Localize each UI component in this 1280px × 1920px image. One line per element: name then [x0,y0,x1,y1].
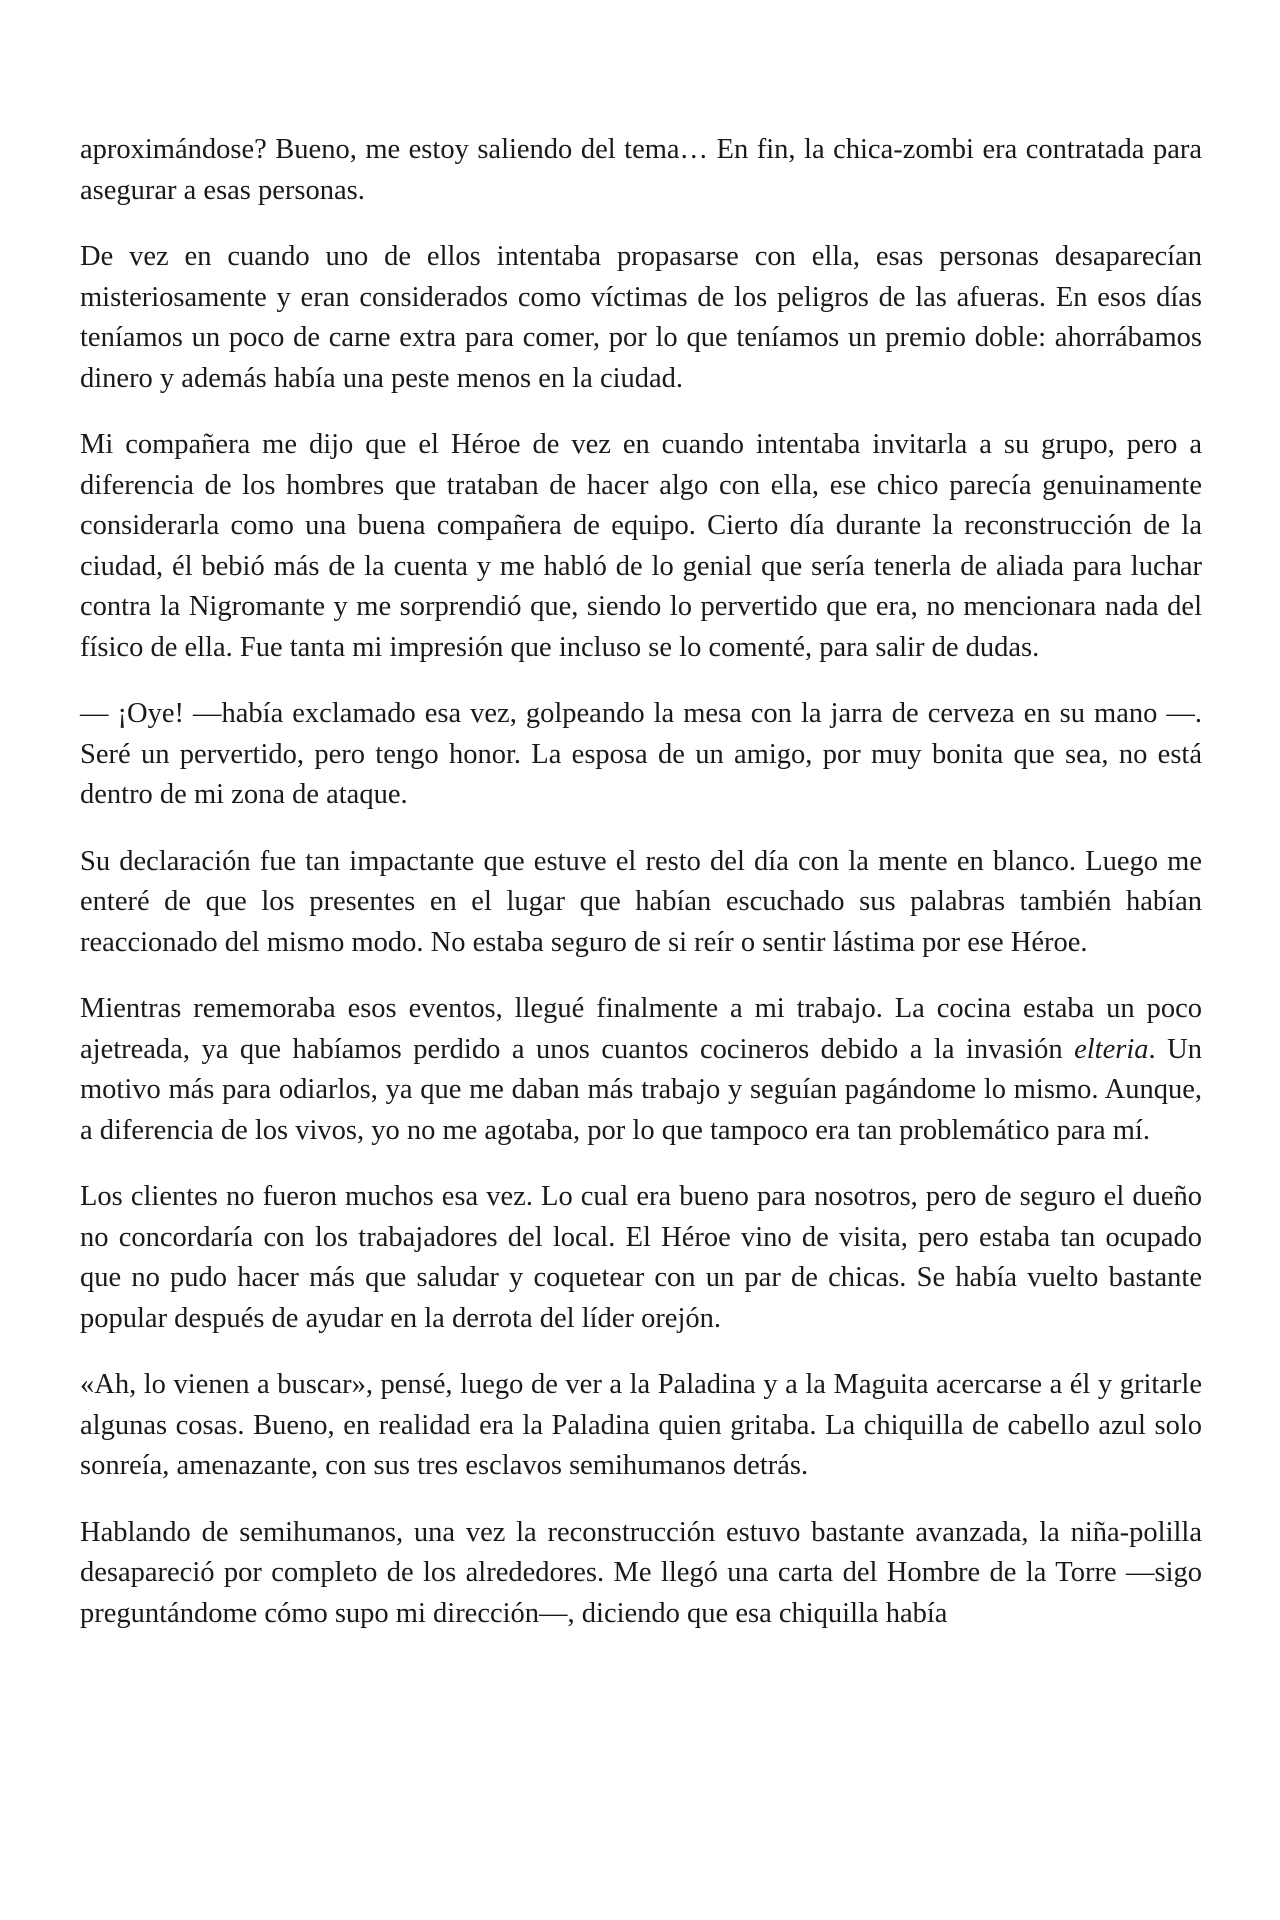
paragraph-text: Mi compañera me dijo que el Héroe de vez en cuando intentaba invitarla a su grupo, pero a diferencia de los hombres que trataban de hacer algo con ella, ese chico parecía genuinamente considerarla como una buena compañera de equipo. Cierto día durante la reconstrucción de la ciudad, él bebió más de la cuenta y me habló de lo genial que sería tenerla de aliada para luchar contra la Nigromante y me sorprendió que, siendo lo pervertido que era, no mencionara nada del físico de ella. Fue tanta mi impresión que incluso se lo comenté, para salir de dudas. [80,429,1202,663]
paragraph-text: «Ah, lo vienen a buscar», pensé, luego de ver a la Paladina y a la Maguita acercarse a él y gritarle algunas cosas. Bueno, en realidad era la Paladina quien gritaba. La chiquilla de cabello azul solo sonreía, amenazante, con sus tres esclavos semihumanos detrás. [80,1369,1202,1481]
paragraph-2 [80,237,1202,399]
paragraph-text: Mientras rememoraba esos eventos, llegué finalmente a mi trabajo. La cocina estaba un poco ajetreada, ya que habíamos perdido a unos cuantos cocineros debido a la invasión [80,993,1202,1065]
italic-word: elteria [1074,1033,1149,1065]
paragraph-text: Hablando de semihumanos, una vez la reconstrucción estuvo bastante avanzada, la niña-polilla desapareció por completo de los alrededores. Me llegó una carta del Hombre de la Torre —sigo preguntándome cómo supo mi dirección—, diciendo que esa chiquilla había [80,1516,1202,1629]
paragraph-text: Los clientes no fueron muchos esa vez. Lo cual era bueno para nosotros, pero de seguro el dueño no concordaría con los trabajadores del local. El Héroe vino de visita, pero estaba tan ocupado que no pudo hacer más que saludar y coquetear con un par de chicas. Se había vuelto bastante popular después de ayudar en la derrota del líder orejón. [80,1181,1202,1334]
paragraph-text: . Un motivo más para odiarlos, ya que me daban más trabajo y seguían pagándome lo mismo. Aunque, a diferencia de los vivos, yo no me agotaba, por lo que tampoco era tan problemático para mí. [80,1033,1202,1146]
paragraph-text: De vez en cuando uno de ellos intentaba propasarse con ella, esas personas desaparecían misteriosamente y eran considerados como víctimas de los peligros de las afueras. En esos días teníamos un poco de carne extra para comer, por lo que teníamos un premio doble: ahorrábamos dinero y además había una peste menos en la ciudad. [80,241,1202,394]
paragraph-text: Su declaración fue tan impactante que estuve el resto del día con la mente en blanco. Luego me enteré de que los presentes en el lugar que habían escuchado sus palabras también habían reaccionado del mismo modo. No estaba seguro de si reír o sentir lástima por ese Héroe. [80,845,1202,958]
paragraph-text: — ¡Oye! —había exclamado esa vez, golpeando la mesa con la jarra de cerveza en su mano —. Seré un pervertido, pero tengo honor. La esposa de un amigo, por muy bonita que sea, no está dentro de mi zona de ataque. [80,698,1202,810]
paragraph-4 [80,694,1202,816]
paragraph-1 [80,130,1202,211]
paragraph-9 [80,1513,1202,1635]
paragraph-6 [80,989,1202,1151]
document-page [80,130,1202,1660]
paragraph-7 [80,1177,1202,1339]
paragraph-3 [80,425,1202,668]
paragraph-text: aproximándose? Bueno, me estoy saliendo del tema… En fin, la chica-zombi era contratada para asegurar a esas personas. [80,134,1202,206]
paragraph-5 [80,842,1202,964]
paragraph-8 [80,1365,1202,1487]
